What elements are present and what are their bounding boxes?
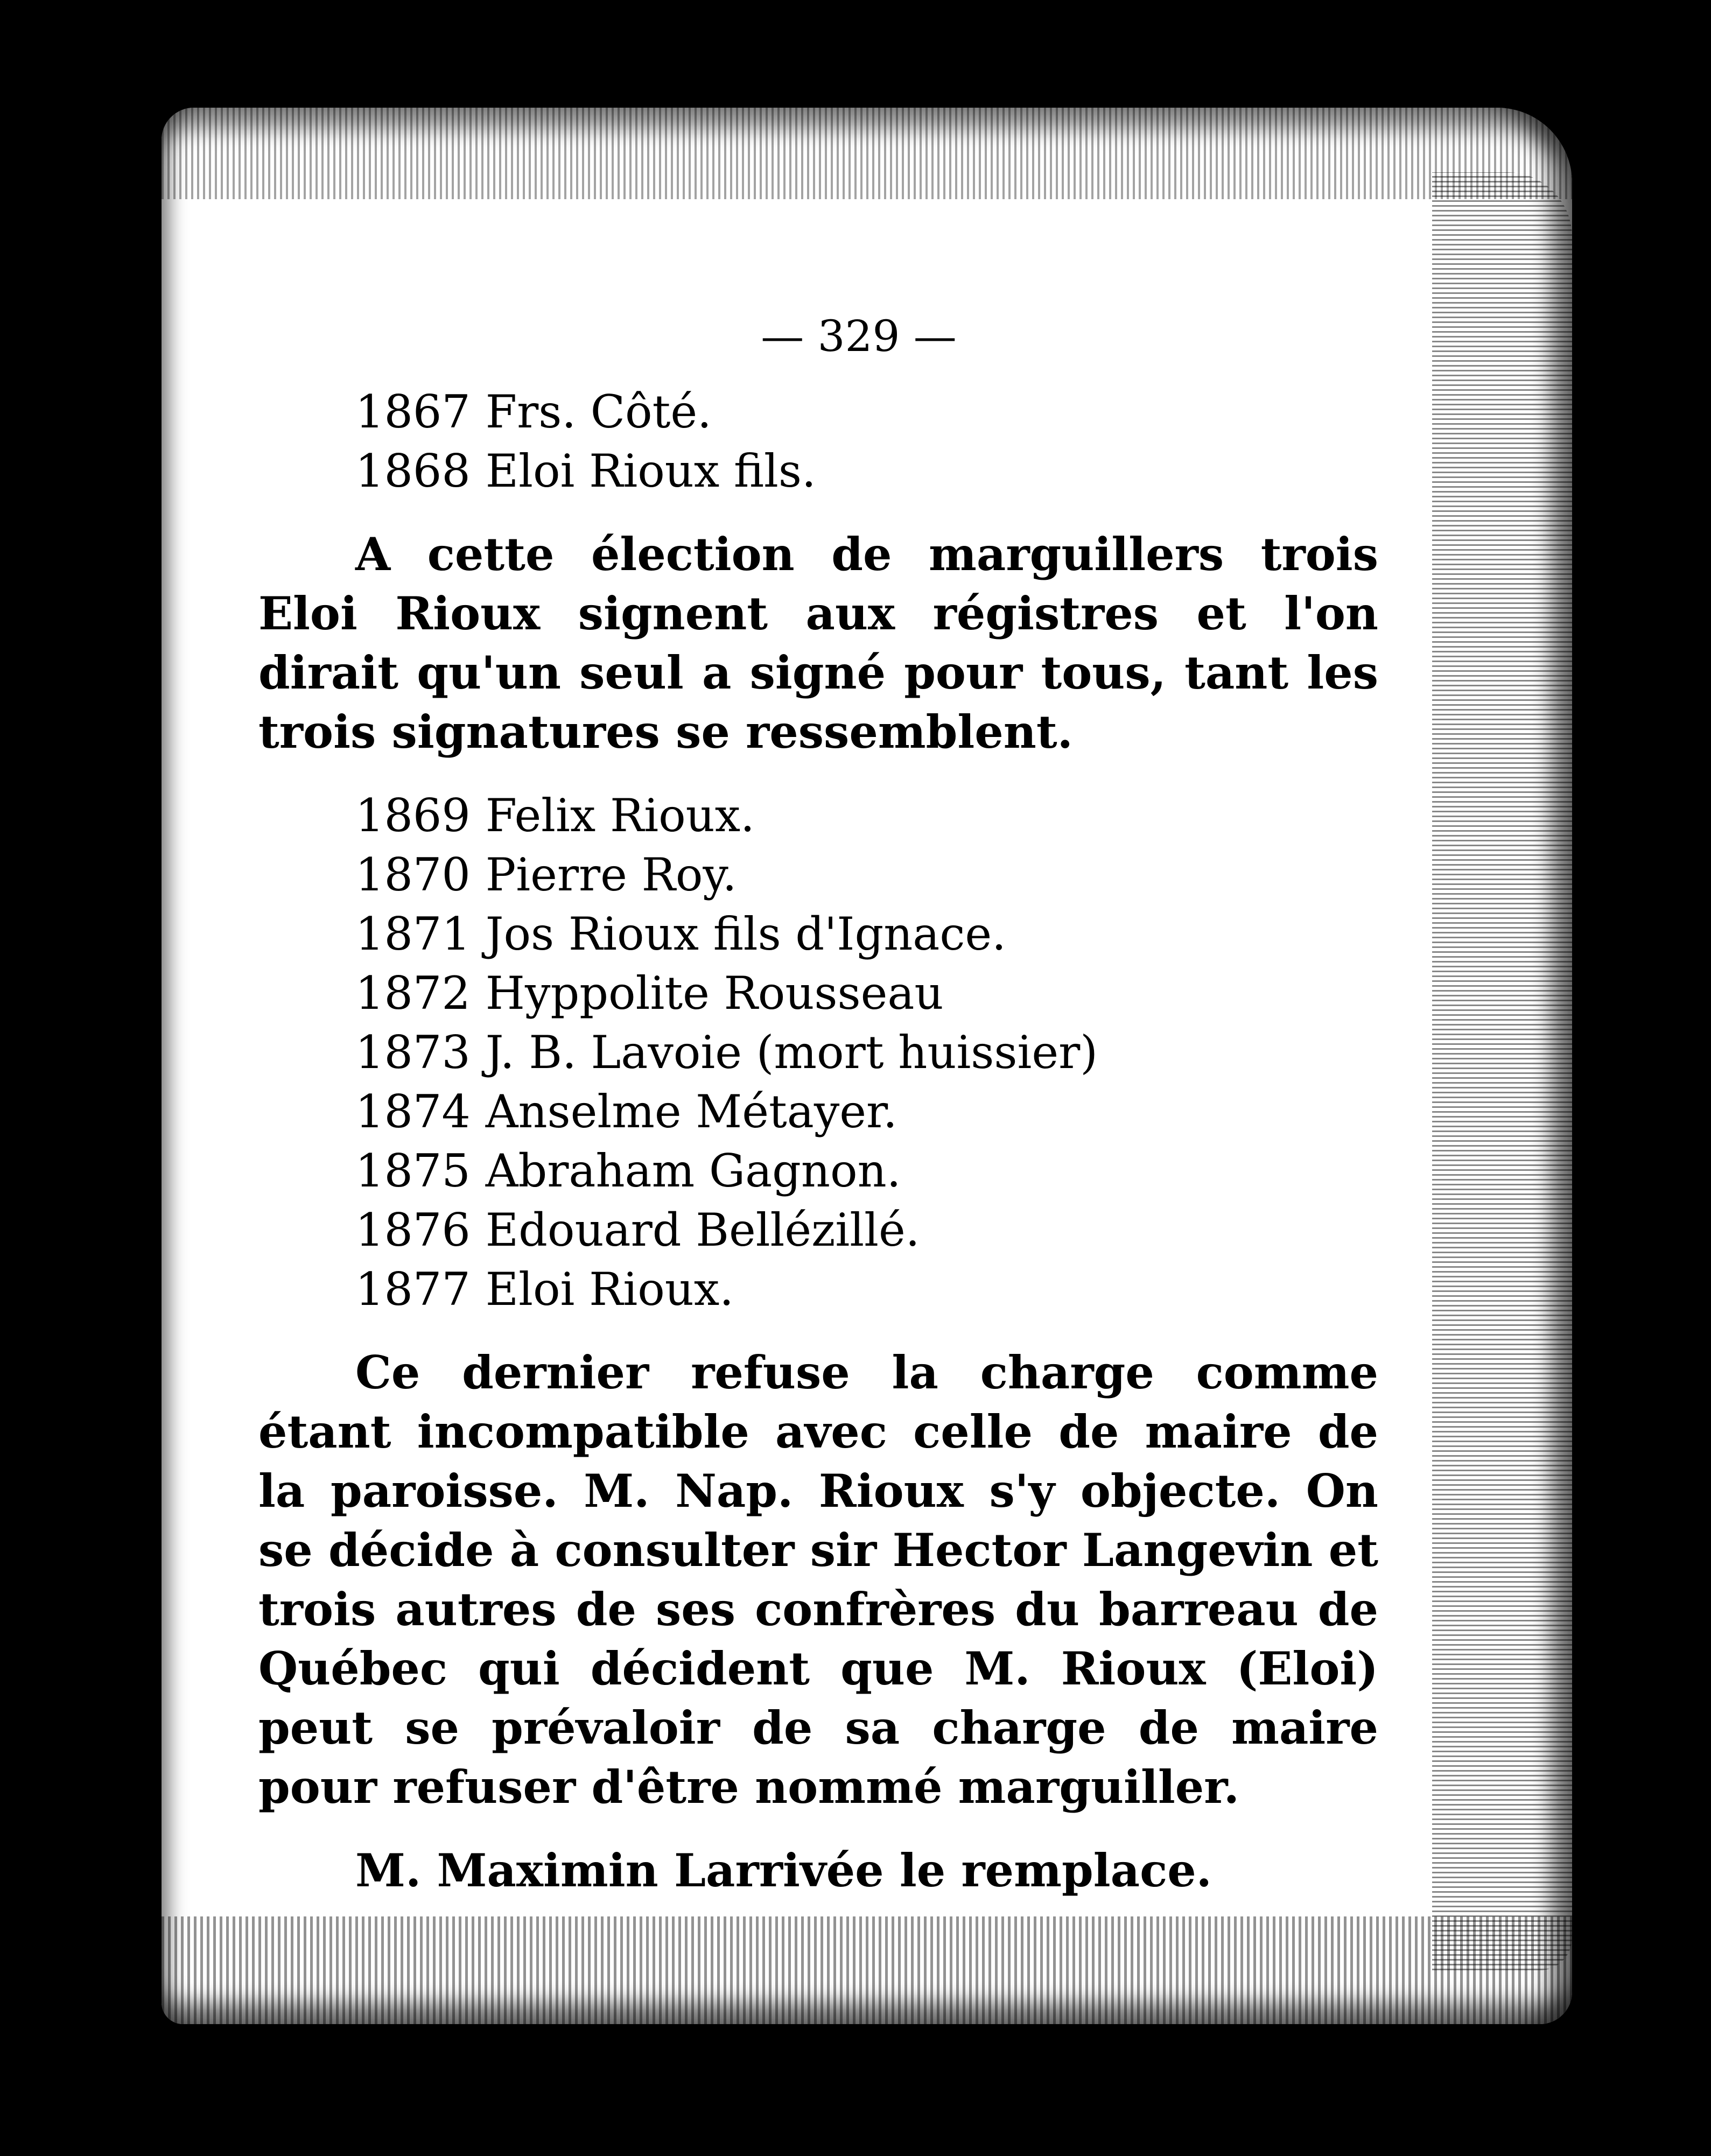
list-year: 1876 <box>355 1204 471 1256</box>
list-year: 1875 <box>355 1144 471 1197</box>
list-item <box>355 1141 1378 1200</box>
list-year: 1868 <box>355 445 471 497</box>
list-year: 1871 <box>355 908 471 960</box>
page-edge-right <box>1432 172 1572 1970</box>
list-item <box>355 845 1378 904</box>
list-year: 1874 <box>355 1085 471 1138</box>
list-name: Edouard Bellézillé. <box>485 1204 920 1256</box>
list-name: Jos Rioux fils d'Ignace. <box>485 908 1006 960</box>
list-name: Anselme Métayer. <box>485 1085 897 1138</box>
list-item <box>355 1023 1378 1082</box>
list-name: Felix Rioux. <box>485 789 755 842</box>
page-number: — 329 — <box>761 311 957 361</box>
churchwarden-list-1867-1868 <box>258 382 1378 501</box>
list-year: 1867 <box>355 385 471 438</box>
list-year: 1870 <box>355 848 471 901</box>
page-edge-top <box>162 108 1572 199</box>
paragraph-refusal: Ce dernier refuse la charge comme étant incompatible avec celle de maire de la paroisse. M. Nap. Rioux s'y objecte. On se décide à consulter sir Hector Langevin et trois autres de ses confrères du barreau de Québec qui décident que M. Rioux (Eloi) peut se prévaloir de sa charge de maire pour refuser d'être nommé marguiller. <box>258 1346 1378 1814</box>
list-name: Eloi Rioux fils. <box>485 445 816 497</box>
list-year: 1872 <box>355 967 471 1020</box>
list-item <box>355 1200 1378 1260</box>
churchwarden-list-1869-1877 <box>258 786 1378 1319</box>
list-name: Pierre Roy. <box>485 848 737 901</box>
book-page <box>162 108 1572 2024</box>
list-item <box>355 382 1378 441</box>
list-year: 1877 <box>355 1263 471 1316</box>
paragraph-election: A cette élection de marguillers trois Eloi Rioux signent aux régistres et l'on dirait qu'un seul a signé pour tous, tant les trois signatures se ressemblent. <box>258 528 1378 759</box>
list-item <box>355 964 1378 1023</box>
list-year: 1873 <box>355 1026 471 1079</box>
list-item <box>355 441 1378 501</box>
list-item <box>355 786 1378 845</box>
list-name: Hyppolite Rousseau <box>485 967 944 1020</box>
list-item <box>355 1082 1378 1141</box>
list-name: Frs. Côté. <box>485 385 712 438</box>
list-name: J. B. Lavoie (mort huissier) <box>485 1026 1098 1079</box>
list-name: Eloi Rioux. <box>485 1263 734 1316</box>
list-year: 1869 <box>355 789 471 842</box>
page-text <box>258 307 1378 1946</box>
list-item <box>355 904 1378 964</box>
list-item <box>355 1260 1378 1319</box>
paragraph-replacement: M. Maximin Larrivée le remplace. <box>355 1844 1212 1897</box>
list-name: Abraham Gagnon. <box>485 1144 901 1197</box>
